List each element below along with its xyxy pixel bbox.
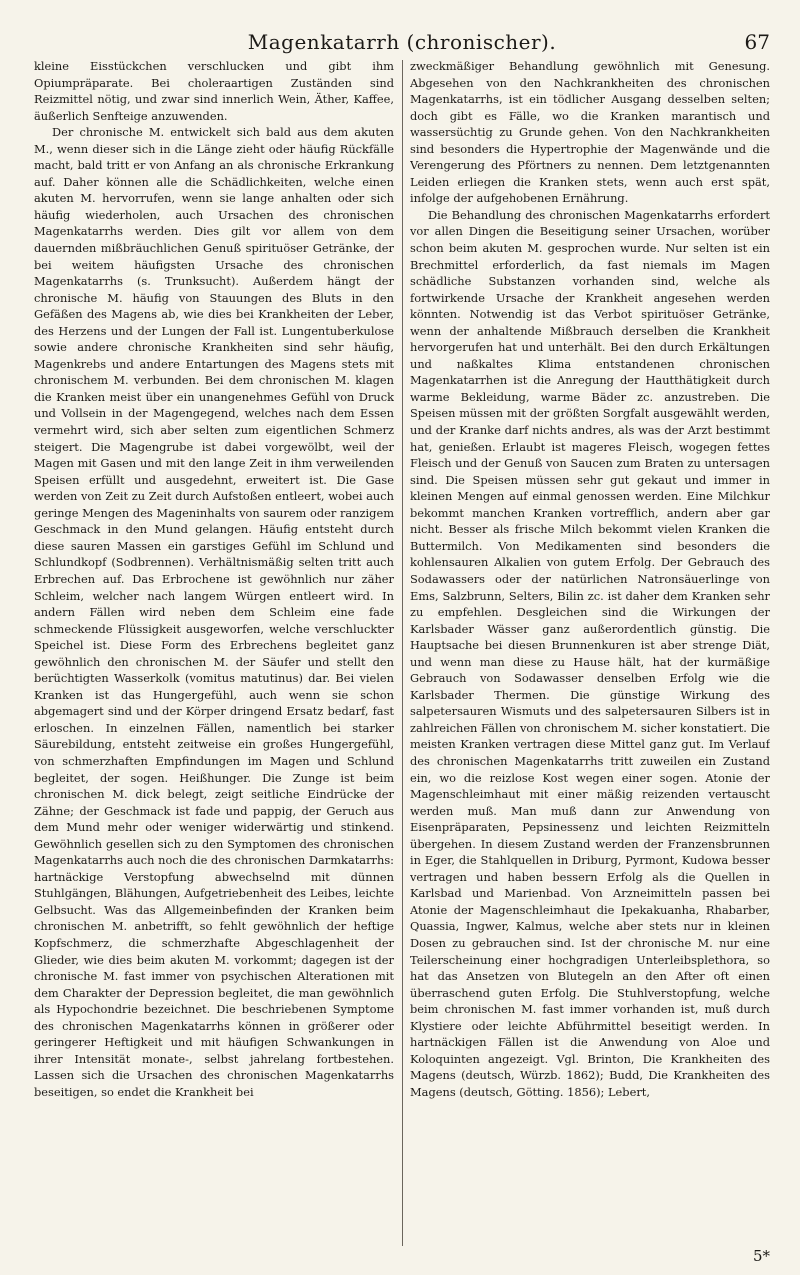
text-columns [34,58,770,1248]
column-divider [402,60,403,1246]
right-column [410,58,770,1248]
paragraph: Die Behandlung des chronischen Magenkatarrhs erfordert vor allen Dingen die Beseitigung seiner Ursachen, worüber schon beim akuten M. gesprochen wurde. Nur selten ist ein Brechmittel erforderlich, da fast niemals im Magen schädliche Substanzen vorhanden sind, welche als fortwirkende Ursache der Krankheit angesehen werden könnten. Notwendig ist das Verbot spirituöser Getränke, wenn der anhaltende Mißbrauch derselben die Krankheit hervorgerufen hat und unterhält. Bei den durch Erkältungen und naßkaltes Klima entstandenen chronischen Magenkatarrhen ist die Anregung der Hautthätigkeit durch warme Bekleidung, warme Bäder zc. anzustreben. Die Speisen müssen mit der größten Sorgfalt ausgewählt werden, und der Kranke darf nichts andres, als was der Arzt bestimmt hat, genießen. Erlaubt ist mageres Fleisch, wogegen fettes Fleisch und der Genuß von Saucen zum Braten zu untersagen sind. Die Speisen müssen sehr gut gekaut und immer in kleinen Mengen auf einmal genossen werden. Eine Milchkur bekommt manchen Kranken vortrefflich, andern aber gar nicht. Besser als frische Milch bekommt vielen Kranken die Buttermilch. Von Medikamenten sind besonders die kohlensauren Alkalien von gutem Erfolg. Der Gebrauch des Sodawassers oder der natürlichen Natronsäuerlinge von Ems, Salzbrunn, Selters, Bilin zc. ist daher dem Kranken sehr zu empfehlen. Desgleichen sind die Wirkungen der Karlsbader Wässer ganz außerordentlich günstig. Die Hauptsache bei diesen Brunnenkuren ist aber strenge Diät, und wenn man diese zu Hause hält, hat der kurmäßige Gebrauch von Sodawasser denselben Erfolg wie die Karlsbader Thermen. Die günstige Wirkung des salpetersauren Wismuts und des salpetersauren Silbers ist in zahlreichen Fällen von chronischem M. sicher konstatiert. Die meisten Kranken vertragen diese Mittel ganz gut. Im Verlauf des chronischen Magenkatarrhs tritt zuweilen ein Zustand ein, wo die reizlose Kost wegen einer sogen. Atonie der Magenschleimhaut mit einer mäßig reizenden vertauscht werden muß. Man muß dann zur Anwendung von Eisenpräparaten, Pepsinessenz und leichten Reizmitteln übergehen. In diesem Zustand werden der Franzensbrunnen in Eger, die Stahlquellen in Driburg, Pyrmont, Kudowa besser vertragen und haben bessern Erfolg als die Quellen in Karlsbad und Marienbad. Von Arzneimitteln passen bei Atonie der Magenschleimhaut die Ipekakuanha, Rhabarber, Quassia, Ingwer, Kalmus, welche aber stets nur in kleinen Dosen zu gebrauchen sind. Ist der chronische M. nur eine Teilerscheinung einer hochgradigen Unterleibsplethora, so hat das Ansetzen von Blutegeln an den After oft einen überraschend guten Erfolg. Die Stuhlverstopfung, welche beim chronischen M. fast immer vorhanden ist, muß durch Klystiere oder leichte Abführmittel beseitigt werden. In hartnäckigen Fällen ist die Anwendung von Aloe und Koloquinten angezeigt. Vgl. Brinton, Die Krankheiten des Magens (deutsch, Würzb. 1862); Budd, Die Krankheiten des Magens (deutsch, Götting. 1856); Lebert, [410,207,770,1099]
left-column [34,58,394,1248]
paragraph: Der chronische M. entwickelt sich bald aus dem akuten M., wenn dieser sich in die Länge zieht oder häufig Rückfälle macht, bald tritt er von Anfang an als chronische Erkrankung auf. Daher können alle die Schädlichkeiten, welche einen akuten M. hervorrufen, wenn sie lange anhalten oder sich häufig wiederholen, auch Ursachen des chronischen Magenkatarrhs werden. Dies gilt vor allem von dem dauernden mißbräuchlichen Genuß spirituöser Getränke, der bei weitem häufigsten Ursache des chronischen Magenkatarrhs (s. Trunksucht). Außerdem hängt der chronische M. häufig von Stauungen des Bluts in den Gefäßen des Magens ab, wie dies bei Krankheiten der Leber, des Herzens und der Lungen der Fall ist. Lungentuberkulose sowie andere chronische Krankheiten sind sehr häufig, Magenkrebs und andere Entartungen des Magens stets mit chronischem M. verbunden. Bei dem chronischen M. klagen die Kranken meist über ein unangenehmes Gefühl von Druck und Vollsein in der Magengegend, welches nach dem Essen vermehrt wird, sich aber selten zum eigentlichen Schmerz steigert. Die Magengrube ist dabei vorgewölbt, weil der Magen mit Gasen und mit den lange Zeit in ihm verweilenden Speisen erfüllt und ausgedehnt, erweitert ist. Die Gase werden von Zeit zu Zeit durch Aufstoßen entleert, wobei auch geringe Mengen des Mageninhalts von saurem oder ranzigem Geschmack in den Mund gelangen. Häufig entsteht durch diese sauren Massen ein garstiges Gefühl im Schlund und Schlundkopf (Sodbrennen). Verhältnismäßig selten tritt auch Erbrechen auf. Das Erbrochene ist gewöhnlich nur zäher Schleim, welcher nach langem Würgen entleert wird. In andern Fällen wird neben dem Schleim eine fade schmeckende Flüssigkeit ausgeworfen, welche verschluckter Speichel ist. Diese Form des Erbrechens begleitet ganz gewöhnlich den chronischen M. der Säufer und stellt den berüchtigten Wasserkolk (vomitus matutinus) dar. Bei vielen Kranken ist das Hungergefühl, auch wenn sie schon abgemagert sind und der Körper dringend Ersatz bedarf, fast erloschen. In einzelnen Fällen, namentlich bei starker Säurebildung, entsteht zeitweise ein großes Hungergefühl, von schmerzhaften Empfindungen im Magen und Schlund begleitet, der sogen. Heißhunger. Die Zunge ist beim chronischen M. dick belegt, zeigt seitliche Eindrücke der Zähne; der Geschmack ist fade und pappig, der Geruch aus dem Mund mehr oder weniger widerwärtig und stinkend. Gewöhnlich gesellen sich zu den Symptomen des chronischen Magenkatarrhs auch noch die des chronischen Darmkatarrhs: hartnäckige Verstopfung abwechselnd mit dünnen Stuhlgängen, Blähungen, Aufgetriebenheit des Leibes, leichte Gelbsucht. Was das Allgemeinbefinden der Kranken beim chronischen M. anbetrifft, so fehlt gewöhnlich der heftige Kopfschmerz, die schmerzhafte Abgeschlagenheit der Glieder, wie dies beim akuten M. vorkommt; dagegen ist der chronische M. fast immer von psychischen Alterationen mit dem Charakter der Depression begleitet, die man gewöhnlich als Hypochondrie bezeichnet. Die beschriebenen Symptome des chronischen Magenkatarrhs können in größerer oder geringerer Heftigkeit und mit häufigen Schwankungen in ihrer Intensität monate-, selbst jahrelang fortbestehen. Lassen sich die Ursachen des chronischen Magenkatarrhs beseitigen, so endet die Krankheit bei [34,125,394,1099]
page-number: 67 [744,30,770,54]
paragraph: kleine Eisstückchen verschlucken und gibt ihm Opiumpräparate. Bei choleraartigen Zuständen sind Reizmittel nötig, und zwar sind innerlich Wein, Äther, Kaffee, äußerlich Senfteige anzuwenden. [34,59,394,123]
signature-mark: 5* [752,1247,770,1265]
running-title: Magenkatarrh (chronischer). [247,30,557,54]
paragraph: zweckmäßiger Behandlung gewöhnlich mit Genesung. Abgesehen von den Nachkrankheiten des chronischen Magenkatarrhs, ist ein tödlicher Ausgang desselben selten; doch gibt es Fälle, wo die Kranken marantisch und wassersüchtig zu Grunde gehen. Von den Nachkrankheiten sind besonders die Hypertrophie der Magenwände und die Verengerung des Pförtners zu nennen. Dem letztgenannten Leiden erliegen die Kranken stets, wenn auch erst spät, infolge der aufgehobenen Ernährung. [410,59,770,206]
page-header [34,24,770,58]
